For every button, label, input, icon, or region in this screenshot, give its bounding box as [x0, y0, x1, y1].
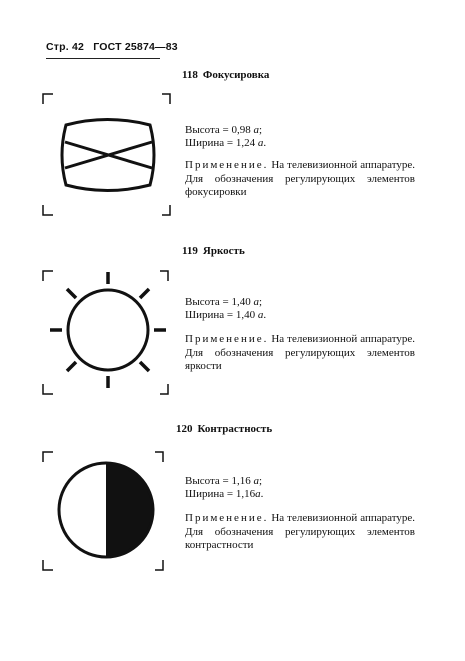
page-number: Стр. 42: [46, 41, 85, 53]
application-118: Применение. На телевизионной аппаратуре. Для обозначения регулирующих элементов фокусировки: [185, 159, 415, 198]
application-119: Применение. На телевизионной аппаратуре. Для обозначения регулирующих элементов яркости: [185, 333, 415, 372]
brightness-symbol-icon: [50, 272, 166, 388]
entry-title-119: 119 Яркость: [182, 245, 245, 257]
height-line: Высота = 1,40 a;: [185, 296, 263, 308]
contrast-symbol-icon: [59, 463, 153, 557]
entry-title-118: 118 Фокусировка: [182, 69, 270, 81]
standard-number: ГОСТ 25874—83: [93, 41, 178, 53]
width-line: Ширина = 1,24 a.: [185, 137, 267, 149]
width-line: Ширина = 1,40 a.: [185, 309, 267, 321]
entry-title-120: 120 Контрастность: [176, 423, 273, 435]
height-line: Высота = 1,16 a;: [185, 475, 263, 487]
application-120: Применение. На телевизионной аппаратуре. Для обозначения регулирующих элементов контрастности: [185, 512, 415, 551]
focus-symbol-icon: [62, 120, 154, 191]
height-line: Высота = 0,98 a;: [185, 124, 263, 136]
width-line: Ширина = 1,16a.: [185, 488, 264, 500]
